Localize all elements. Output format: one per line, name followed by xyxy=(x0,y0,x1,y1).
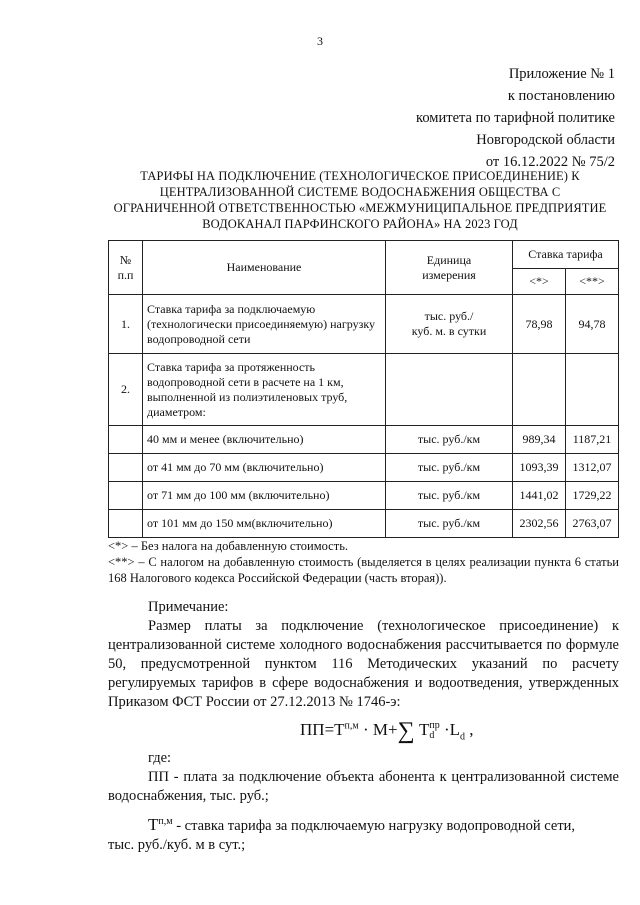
row-value-no-vat: 989,34 xyxy=(513,426,566,454)
tariff-table xyxy=(108,240,619,538)
table-row xyxy=(109,354,619,426)
footnotes xyxy=(108,538,619,586)
row-unit xyxy=(386,295,513,354)
header-unit-line-2: измерения xyxy=(422,267,476,282)
appendix-line-2: к постановлению xyxy=(507,88,615,104)
title-line-3: ОГРАНИЧЕННОЙ ОТВЕТСТВЕННОСТЬЮ «МЕЖМУНИЦИПАЛЬНОЕ ПРЕДПРИЯТИЕ xyxy=(113,201,607,215)
formula-sigma: ∑ xyxy=(397,718,415,744)
header-with-vat: <**> xyxy=(566,269,619,295)
formula-l: L xyxy=(449,720,461,739)
formula-lhs: ПП xyxy=(300,720,325,739)
formula-equals: = xyxy=(324,720,335,739)
row-number-empty xyxy=(109,482,143,510)
row-name: от 101 мм до 150 мм(включительно) xyxy=(143,510,386,538)
formula-td-sub: d xyxy=(429,730,435,742)
note-heading: Примечание: xyxy=(148,599,229,615)
formula-t: Т xyxy=(334,720,345,739)
row-unit-line-1: тыс. руб./ xyxy=(424,309,474,323)
footnote-with-vat: <**> – С налогом на добавленную стоимость (выделяется в целях реализации пункта 6 статьи 168 Налогового кодекса Российской Федерации (часть вторая)). xyxy=(108,555,619,585)
row-value-empty xyxy=(513,354,566,426)
row-value-empty xyxy=(566,354,619,426)
row-name: Ставка тарифа за протяженность водопроводной сети в расчете на 1 км, выполненной из полиэтиленовых труб, диаметром: xyxy=(143,354,386,426)
definition-t xyxy=(108,812,619,836)
row-unit-line-2: куб. м. в сутки xyxy=(411,324,487,338)
row-name: от 41 мм до 70 мм (включительно) xyxy=(143,454,386,482)
row-unit-empty xyxy=(386,354,513,426)
page-number: 3 xyxy=(317,34,323,48)
where-label: где: xyxy=(148,750,172,766)
formula-m: М xyxy=(372,720,389,739)
row-unit: тыс. руб./км xyxy=(386,510,513,538)
table-row xyxy=(109,426,619,454)
header-no-vat: <*> xyxy=(513,269,566,295)
row-number-empty xyxy=(109,454,143,482)
header-num-line-1: № xyxy=(119,252,132,267)
note-paragraph: Размер платы за подключение (технологическое присоединение) к централизованной системе холодного водоснабжения рассчитывается по формуле 50, предусмотренной пунктом 116 Методических указаний по расчету регулируемых тарифов в сфере водоснабжения и водоотведения, утвержденных Приказом ФСТ России от 27.12.2013 № 1746-э: xyxy=(108,618,619,710)
document-title xyxy=(100,168,620,232)
row-value-no-vat: 1441,02 xyxy=(513,482,566,510)
header-num xyxy=(109,241,143,295)
formula-plus: + xyxy=(388,720,398,739)
row-number-empty xyxy=(109,510,143,538)
appendix-line-1: Приложение № 1 xyxy=(508,66,615,82)
formula-t-sup: п,м xyxy=(344,720,359,732)
row-number: 2. xyxy=(109,354,143,426)
definition-t-text: - ставка тарифа за подключаемую нагрузку водопроводной сети, xyxy=(172,817,576,834)
header-name: Наименование xyxy=(143,241,386,295)
appendix-line-5: от 16.12.2022 № 75/2 xyxy=(485,154,615,170)
table-row xyxy=(109,295,619,354)
definitions xyxy=(108,749,619,855)
formula-dot-2: · xyxy=(443,720,450,739)
definition-t-text-2: тыс. руб./куб. м в сут.; xyxy=(108,836,246,853)
row-unit: тыс. руб./км xyxy=(386,426,513,454)
note-section xyxy=(108,598,619,712)
formula-end: , xyxy=(465,720,474,739)
row-value-with-vat: 1729,22 xyxy=(566,482,619,510)
row-unit: тыс. руб./км xyxy=(386,482,513,510)
title-line-1: ТАРИФЫ НА ПОДКЛЮЧЕНИЕ (ТЕХНОЛОГИЧЕСКОЕ ПРИСОЕДИНЕНИЕ) К xyxy=(140,169,580,183)
row-name: 40 мм и менее (включительно) xyxy=(143,426,386,454)
header-num-line-2: п.п xyxy=(117,267,134,282)
definition-t-sup: п,м xyxy=(158,816,173,827)
definition-t-symbol: Т xyxy=(148,814,159,834)
appendix-line-4: Новгородской области xyxy=(476,132,615,148)
formula-l-sub: d xyxy=(460,731,466,743)
row-name: Ставка тарифа за подключаемую (технологически присоединяемую) нагрузку водопроводной сети xyxy=(143,295,386,354)
appendix-line-3: комитета по тарифной политике xyxy=(416,110,615,126)
definition-pp: ПП - плата за подключение объекта абонента к централизованной системе водоснабжения, тыс. руб.; xyxy=(108,769,619,804)
title-line-4: ВОДОКАНАЛ ПАРФИНСКОГО РАЙОНА» НА 2023 ГОД xyxy=(202,217,518,231)
formula-td: Т xyxy=(418,720,430,739)
header-unit-line-1: Единица xyxy=(426,252,472,267)
row-name: от 71 мм до 100 мм (включительно) xyxy=(143,482,386,510)
footnote-no-vat: <*> – Без налога на добавленную стоимость. xyxy=(108,539,349,553)
row-value-with-vat: 1187,21 xyxy=(566,426,619,454)
formula xyxy=(300,715,474,742)
formula-td-sup: пр xyxy=(429,720,440,732)
row-value-no-vat: 1093,39 xyxy=(513,454,566,482)
table-row xyxy=(109,510,619,538)
row-value-no-vat: 2302,56 xyxy=(513,510,566,538)
header-rate: Ставка тарифа xyxy=(513,241,619,269)
row-number: 1. xyxy=(109,295,143,354)
row-value-with-vat: 94,78 xyxy=(566,295,619,354)
appendix-heading xyxy=(416,63,615,173)
table-row xyxy=(109,482,619,510)
header-unit xyxy=(386,241,513,295)
row-value-no-vat: 78,98 xyxy=(513,295,566,354)
formula-dot: · xyxy=(362,720,369,739)
row-value-with-vat: 2763,07 xyxy=(566,510,619,538)
row-unit: тыс. руб./км xyxy=(386,454,513,482)
row-number-empty xyxy=(109,426,143,454)
row-value-with-vat: 1312,07 xyxy=(566,454,619,482)
title-line-2: ЦЕНТРАЛИЗОВАННОЙ СИСТЕМЕ ВОДОСНАБЖЕНИЯ ОБЩЕСТВА С xyxy=(159,185,561,199)
table-row xyxy=(109,454,619,482)
